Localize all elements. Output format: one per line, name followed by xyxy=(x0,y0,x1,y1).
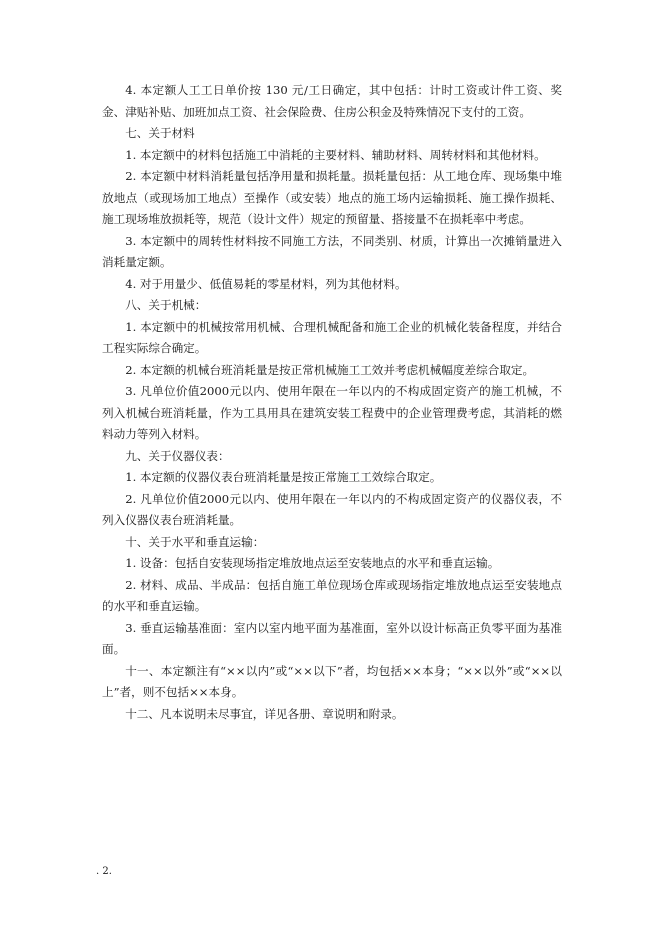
paragraph-machinery-2: 2. 本定额的机械台班消耗量是按正常机械施工工效并考虑机械幅度差综合取定。 xyxy=(125,362,535,377)
paragraph-materials-1: 1. 本定额中的材料包括施工中消耗的主要材料、辅助材料、周转材料和其他材料。 xyxy=(125,147,546,162)
paragraph-machinery-1: 1. 本定额中的机械按常用机械、合理机械配备和施工企业的机械化装备程度，并结合工程实际综合确定。 xyxy=(102,319,562,355)
paragraph-materials-4: 4. 对于用量少、低值易耗的零星材料，列为其他材料。 xyxy=(125,276,407,291)
paragraph-transport-2: 2. 材料、成品、半成品：包括自施工单位现场仓库或现场指定堆放地点运至安装地点的水平和垂直运输。 xyxy=(102,577,562,613)
paragraph-section-eleven: 十一、本定额注有“××以内”或“××以下”者，均包括××本身；“××以外”或“××以上”者，则不包括××本身。 xyxy=(102,663,562,699)
paragraph-instruments-2: 2. 凡单位价值2000元以内、使用年限在一年以内的不构成固定资产的仪器仪表，不列入仪器仪表台班消耗量。 xyxy=(102,491,562,527)
paragraph-instruments-1: 1. 本定额的仪器仪表台班消耗量是按正常施工工效综合取定。 xyxy=(125,470,442,484)
document-body xyxy=(102,80,562,725)
paragraph-machinery-3: 3. 凡单位价值2000元以内、使用年限在一年以内的不构成固定资产的施工机械，不列入机械台班消耗量，作为工具用具在建筑安装工程费中的企业管理费考虑，其消耗的燃料动力等列入材料。 xyxy=(102,384,562,441)
section-heading-materials: 七、关于材料 xyxy=(125,126,195,140)
section-heading-transport: 十、关于水平和垂直运输： xyxy=(125,534,265,549)
section-heading-instruments: 九、关于仪器仪表： xyxy=(125,448,230,463)
paragraph-labor-unit-price: 4. 本定额人工工日单价按 130 元/工日确定，其中包括：计时工资或计件工资、奖金、津贴补贴、加班加点工资、社会保险费、住房公积金及特殊情况下支付的工资。 xyxy=(102,83,562,119)
paragraph-materials-2: 2. 本定额中材料消耗量包括净用量和损耗量。损耗量包括：从工地仓库、现场集中堆放地点（或现场加工地点）至操作（或安装）地点的施工场内运输损耗、施工操作损耗、施工现场堆放损耗等，规范（设计文件）规定的预留量、搭接量不在损耗率中考虑。 xyxy=(102,169,562,226)
paragraph-transport-1: 1. 设备：包括自安装现场指定堆放地点运至安装地点的水平和垂直运输。 xyxy=(125,556,500,570)
section-heading-machinery: 八、关于机械： xyxy=(125,298,207,312)
paragraph-transport-3: 3. 垂直运输基准面：室内以室内地平面为基准面，室外以设计标高正负零平面为基准面。 xyxy=(102,620,562,656)
paragraph-section-twelve: 十二、凡本说明未尽事宜，详见各册、章说明和附录。 xyxy=(125,706,404,721)
paragraph-materials-3: 3. 本定额中的周转性材料按不同施工方法，不同类别、材质，计算出一次摊销量进入消耗量定额。 xyxy=(102,233,562,269)
page-number: . 2. xyxy=(96,866,112,877)
